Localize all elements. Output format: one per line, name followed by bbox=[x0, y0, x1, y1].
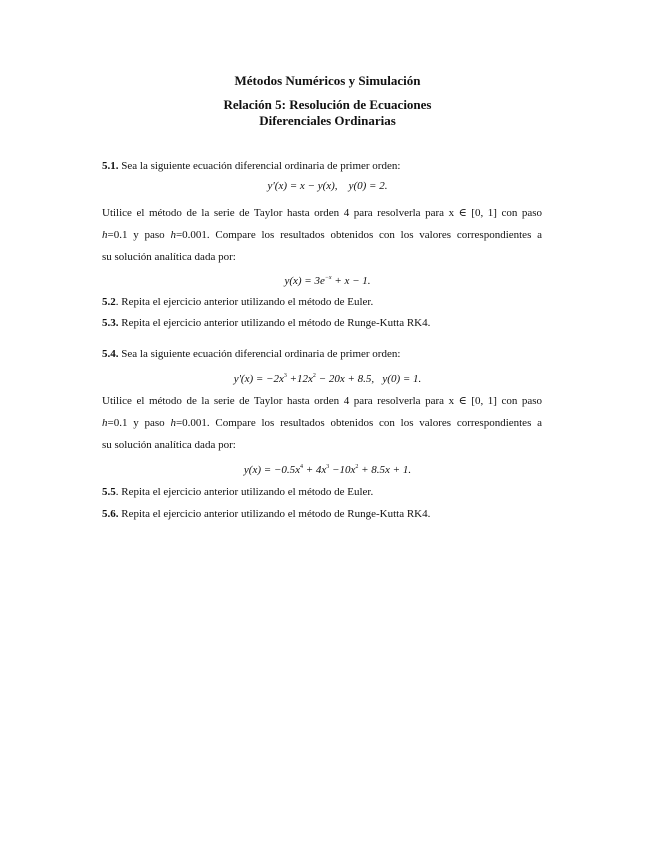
exercise-text: Sea la siguiente ecuación diferencial ordinaria de primer orden: bbox=[118, 348, 401, 360]
equation-part: y(x) = −0.5x bbox=[243, 464, 300, 476]
equation-part: y'(x) = −2x bbox=[233, 373, 284, 385]
exercise-5-4-line-2 bbox=[102, 416, 542, 430]
exercise-text: . Repita el ejercicio anterior utilizando el método de Euler. bbox=[115, 296, 374, 308]
exponent: 3 bbox=[283, 373, 287, 379]
equation-lhs: y'(x) = x − y(x), bbox=[267, 180, 338, 192]
exercise-5-1-intro bbox=[102, 159, 542, 173]
text-fragment: =0.1 y paso bbox=[107, 229, 165, 241]
initial-condition: y(0) = 2. bbox=[348, 180, 388, 192]
solution-5-1 bbox=[0, 271, 655, 288]
exercise-number: 5.2 bbox=[102, 296, 116, 308]
exercise-5-1-line-1 bbox=[102, 206, 542, 220]
exercise-5-1-line-2 bbox=[102, 228, 542, 242]
text-fragment: =0.001. Compare los resultados obtenidos con los valores correspondientes a bbox=[175, 229, 542, 241]
variable-h: h bbox=[102, 417, 108, 429]
exercise-number: 5.4. bbox=[102, 348, 119, 360]
text-fragment: Utilice el método de la serie de Taylor hasta orden 4 para resolverla para bbox=[102, 207, 445, 219]
page-subtitle bbox=[0, 97, 655, 129]
exercise-number: 5.6. bbox=[102, 508, 119, 520]
exercise-text: . Repita el ejercicio anterior utilizando el método de Euler. bbox=[115, 486, 374, 498]
exercise-number: 5.1. bbox=[102, 160, 119, 172]
variable-h: h bbox=[170, 417, 176, 429]
equation-part: y(x) = 3e bbox=[284, 275, 325, 287]
solution-5-4 bbox=[0, 460, 655, 477]
text-fragment: =0.1 y paso bbox=[107, 417, 165, 429]
exercise-5-1-line-3: su solución analítica dada por: bbox=[102, 251, 236, 263]
text-fragment: x ∈ [0, 1] con paso bbox=[448, 395, 543, 407]
exponent: 3 bbox=[326, 464, 330, 470]
exponent: 2 bbox=[312, 373, 316, 379]
initial-condition: y(0) = 1. bbox=[382, 373, 422, 385]
subtitle-line-2: Diferenciales Ordinarias bbox=[259, 113, 396, 128]
exercise-5-2 bbox=[102, 295, 542, 309]
equation-part: + x − 1. bbox=[331, 275, 371, 287]
variable-h: h bbox=[170, 229, 176, 241]
equation-part: + 8.5x + 1. bbox=[358, 464, 412, 476]
equation-5-4 bbox=[0, 369, 655, 386]
variable-h: h bbox=[102, 229, 108, 241]
equation-part: + 4x bbox=[302, 464, 327, 476]
text-fragment: x ∈ [0, 1] con paso bbox=[448, 207, 543, 219]
exercise-5-5 bbox=[102, 485, 542, 499]
page-title: Métodos Numéricos y Simulación bbox=[234, 73, 421, 88]
equation-part: +12x bbox=[286, 373, 313, 385]
exponent: 2 bbox=[355, 464, 359, 470]
exercise-text: Repita el ejercicio anterior utilizando el método de Runge-Kutta RK4. bbox=[118, 317, 431, 329]
exercise-text: Sea la siguiente ecuación diferencial ordinaria de primer orden: bbox=[121, 160, 401, 172]
subtitle-line-1: Relación 5: Resolución de Ecuaciones bbox=[223, 97, 432, 112]
exercise-5-4-intro bbox=[102, 347, 542, 361]
exercise-number: 5.5 bbox=[102, 486, 116, 498]
equation-5-1 bbox=[0, 179, 655, 193]
exercise-5-6 bbox=[102, 507, 542, 521]
exercise-5-4-line-1 bbox=[102, 394, 542, 408]
equation-part: − 20x + 8.5, bbox=[315, 373, 375, 385]
exercise-5-3 bbox=[102, 316, 542, 330]
exponent: −x bbox=[324, 275, 332, 281]
exponent: 4 bbox=[299, 464, 303, 470]
equation-part: −10x bbox=[329, 464, 356, 476]
exercise-5-4-line-3: su solución analítica dada por: bbox=[102, 439, 236, 451]
exercise-text: Repita el ejercicio anterior utilizando el método de Runge-Kutta RK4. bbox=[118, 508, 431, 520]
exercise-number: 5.3. bbox=[102, 317, 119, 329]
text-fragment: =0.001. Compare los resultados obtenidos con los valores correspondientes a bbox=[175, 417, 542, 429]
text-fragment: Utilice el método de la serie de Taylor hasta orden 4 para resolverla para bbox=[102, 395, 445, 407]
